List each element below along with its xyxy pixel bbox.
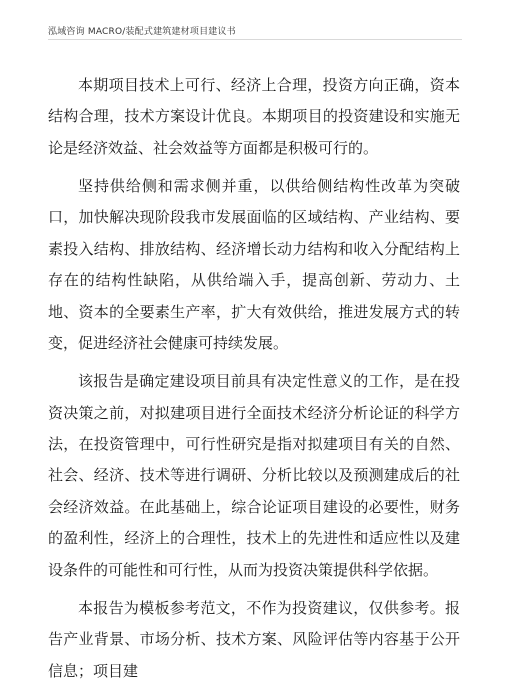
paragraph-2: 坚持供给侧和需求侧并重，以供给侧结构性改革为突破口，加快解决现阶段我市发展面临的区域结构、产业结构、要素投入结构、排放结构、经济增长动力结构和收入分配结构上存在的结构性缺陷，从供给端入手，提高创新、劳动力、土地、资本的全要素生产率，扩大有效供给，推进发展方式的转变，促进经济社会健康可持续发展。	[48, 177, 460, 353]
paragraph-3: 该报告是确定建设项目前具有决定性意义的工作，是在投资决策之前，对拟建项目进行全面技术经济分析论证的科学方法，在投资管理中，可行性研究是指对拟建项目有关的自然、社会、经济、技术等进行调研、分析比较以及预测建成后的社会经济效益。在此基础上，综合论证项目建设的必要性，财务的盈利性，经济上的合理性，技术上的先进性和适应性以及建设条件的可能性和可行性，从而为投资决策提供科学依据。	[48, 372, 460, 579]
document-body	[48, 70, 460, 694]
paragraph-4: 本报告为模板参考范文，不作为投资建议，仅供参考。报告产业背景、市场分析、技术方案、风险评估等内容基于公开信息；项目建	[48, 598, 460, 680]
running-header: 泓域咨询 MACRO/装配式建筑建材项目建议书	[48, 27, 236, 37]
paragraph-1: 本期项目技术上可行、经济上合理，投资方向正确，资本结构合理，技术方案设计优良。本期项目的投资建设和实施无论是经济效益、社会效益等方面都是积极可行的。	[48, 76, 460, 157]
header-divider	[48, 39, 462, 40]
